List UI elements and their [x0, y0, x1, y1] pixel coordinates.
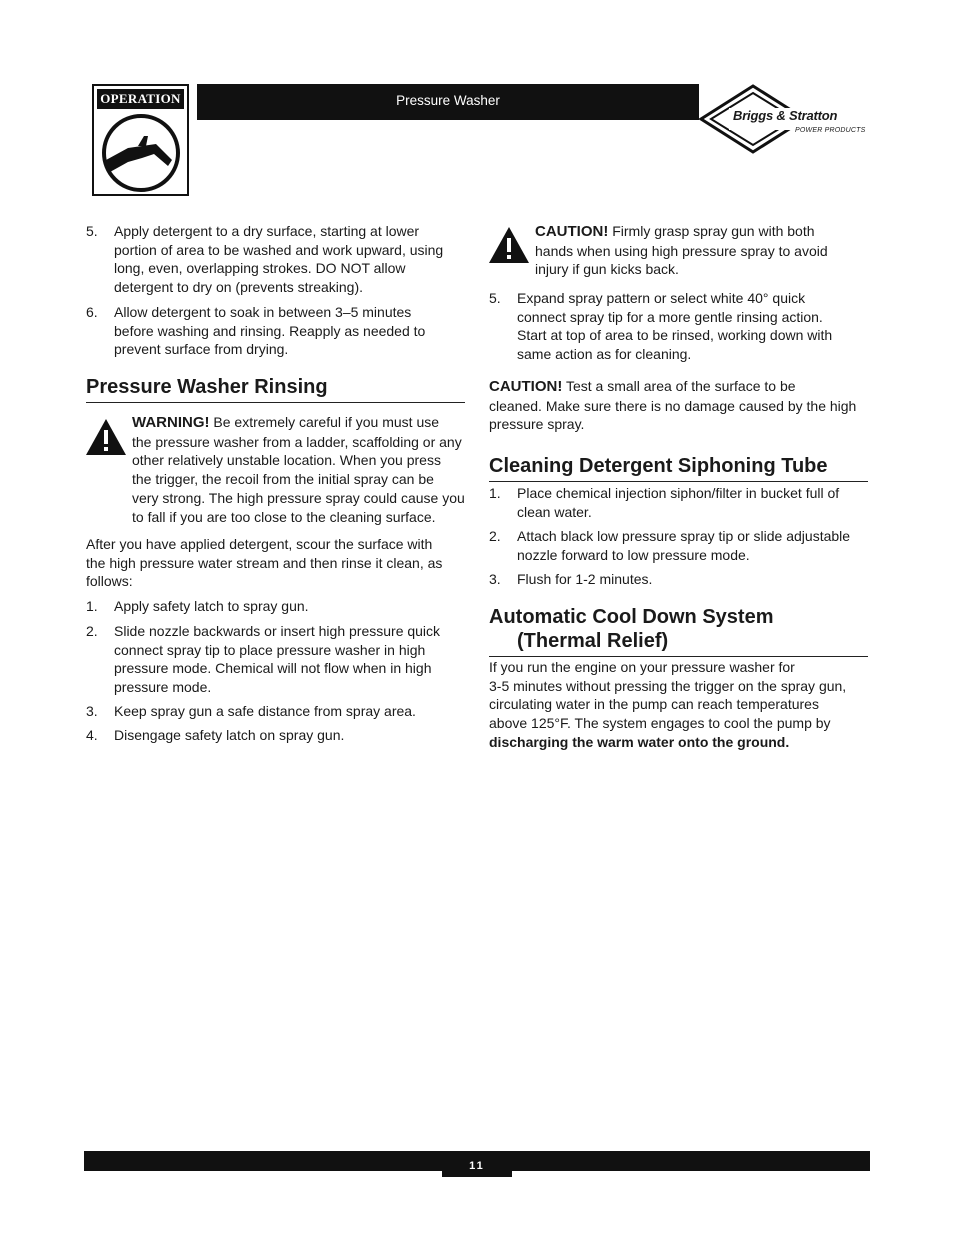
caution-label: CAUTION! [535, 223, 609, 240]
rinsing-intro: After you have applied detergent, scour the surface with the high pressure water stream and then rinse it clean, as follows: [86, 536, 443, 590]
caution-block: CAUTION! Test a small area of the surface to be cleaned. Make sure there is no damage caused by the high pressure spray. [489, 378, 857, 433]
page-number: 11 [442, 1151, 512, 1177]
caution-triangle-icon [488, 226, 530, 264]
brand-name: Briggs & Stratton [733, 108, 838, 123]
spray-gun-icon [98, 114, 183, 192]
operation-badge [92, 84, 189, 196]
document-title-bar: Pressure Washer [197, 84, 699, 120]
caution-label: CAUTION! [489, 378, 563, 395]
section-heading-rinsing: Pressure Washer Rinsing [86, 375, 465, 403]
briggs-stratton-logo [699, 84, 871, 154]
section-heading-cool-down: Automatic Cool Down System (Thermal Relief) [489, 605, 868, 657]
warning-label: WARNING! [132, 414, 210, 431]
warning-triangle-icon [85, 418, 127, 456]
cool-down-paragraph: If you run the engine on your pressure washer for 3-5 minutes without pressing the trigger on the spray gun, circulating water in the pump can reach temperatures above 125°F. The system engages to cool the pump by discharging the warm water onto the ground. [489, 659, 847, 750]
warning-block: WARNING! Be extremely careful if you must use the pressure washer from a ladder, scaffolding or any other relatively unstable location. When you press the trigger, the recoil from the initial spray can be very strong. The high pressure spray could cause you to fall if you are too close to the cleaning surface. [132, 414, 465, 525]
caution-block: CAUTION! Firmly grasp spray gun with both hands when using high pressure spray to avoid injury if gun kicks back. [535, 223, 828, 278]
section-heading-siphon: Cleaning Detergent Siphoning Tube [489, 454, 868, 482]
brand-subtitle: POWER PRODUCTS [795, 127, 866, 134]
operation-label: OPERATION [97, 89, 184, 109]
